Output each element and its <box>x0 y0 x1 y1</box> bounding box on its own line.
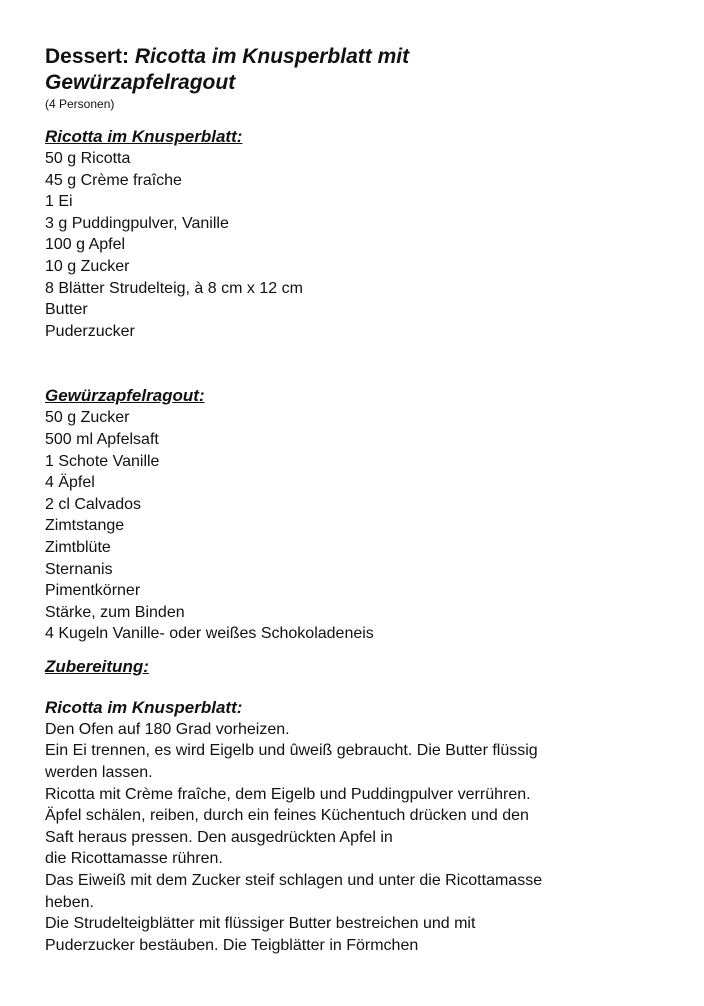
preparation-line: Ein Ei trennen, es wird Eigelb und ûweiß gebraucht. Die Butter flüssig <box>45 742 538 760</box>
ingredient-item: Puderzucker <box>45 322 135 340</box>
ingredient-item: Zimtblüte <box>45 538 111 556</box>
ingredient-item: 10 g Zucker <box>45 257 130 275</box>
ingredient-item: Zimtstange <box>45 517 125 535</box>
ingredient-list-apfelragout <box>45 407 685 645</box>
section-heading-apfelragout: Gewürzapfelragout: <box>45 386 205 406</box>
ingredient-item: 50 g Zucker <box>45 409 130 427</box>
title-main-line2: Gewürzapfelragout <box>45 71 236 94</box>
section-heading-ricotta: Ricotta im Knusperblatt: <box>45 127 243 146</box>
preparation-line: die Ricottamasse rühren. <box>45 850 223 868</box>
ingredient-item: 2 cl Calvados <box>45 495 142 513</box>
title-prefix: Dessert: <box>45 45 135 68</box>
spacer <box>45 678 685 697</box>
ingredient-item: 8 Blätter Strudelteig, à 8 cm x 12 cm <box>45 279 303 297</box>
recipe-content <box>45 44 685 956</box>
ingredient-item: 1 Ei <box>45 193 73 211</box>
ingredient-item: 4 Kugeln Vanille- oder weißes Schokoladeneis <box>45 625 374 643</box>
ingredient-item: 100 g Apfel <box>45 236 126 254</box>
preparation-line: Ricotta mit Crème fraîche, dem Eigelb und Puddingpulver verrühren. <box>45 785 531 803</box>
ingredient-item: 3 g Puddingpulver, Vanille <box>45 214 229 232</box>
ingredient-item: 45 g Crème fraîche <box>45 171 182 189</box>
spacer <box>45 645 685 656</box>
ingredient-item: 4 Äpfel <box>45 474 95 492</box>
ingredient-item: Butter <box>45 301 88 319</box>
spacer <box>45 342 685 385</box>
ingredient-list-ricotta <box>45 148 685 342</box>
ingredient-item: Pimentkörner <box>45 582 141 600</box>
ingredient-item: Sternanis <box>45 560 113 578</box>
preparation-steps <box>45 719 685 957</box>
preparation-subheading: Ricotta im Knusperblatt: <box>45 697 243 717</box>
preparation-heading: Zubereitung: <box>45 656 149 676</box>
preparation-line: Saft heraus pressen. Den ausgedrückten Apfel in <box>45 828 393 846</box>
recipe-title <box>45 44 685 96</box>
ingredient-item: 500 ml Apfelsaft <box>45 430 159 448</box>
preparation-line: heben. <box>45 893 94 911</box>
ingredient-item: 1 Schote Vanille <box>45 452 160 470</box>
title-main-line1: Ricotta im Knusperblatt mit <box>134 45 410 68</box>
preparation-line: Die Strudelteigblätter mit flüssiger Butter bestreichen und mit <box>45 915 476 933</box>
ingredient-item: Stärke, zum Binden <box>45 603 185 621</box>
preparation-line: Puderzucker bestäuben. Die Teigblätter in Förmchen <box>45 936 419 954</box>
preparation-line: Das Eiweiß mit dem Zucker steif schlagen und unter die Ricottamasse <box>45 872 543 890</box>
preparation-line: werden lassen. <box>45 764 153 782</box>
preparation-line: Äpfel schälen, reiben, durch ein feines Küchentuch drücken und den <box>45 807 529 825</box>
ingredient-item: 50 g Ricotta <box>45 150 131 167</box>
servings-note: (4 Personen) <box>45 97 115 111</box>
preparation-line: Den Ofen auf 180 Grad vorheizen. <box>45 720 290 738</box>
